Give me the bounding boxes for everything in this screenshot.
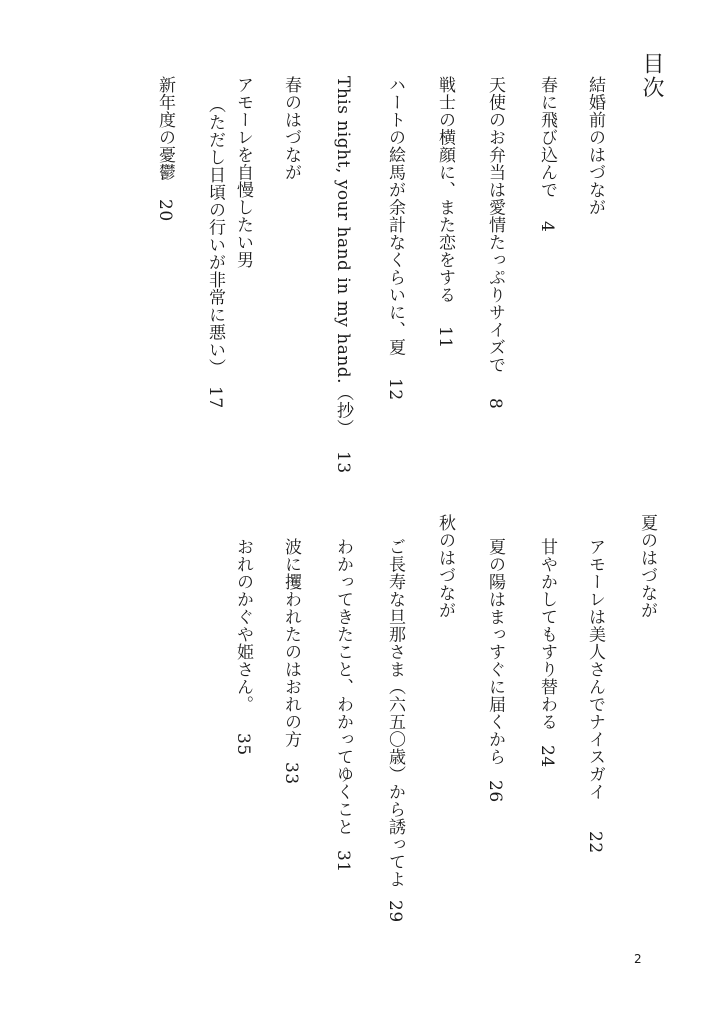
entry-title: This night, your hand in my hand.（抄）: [333, 76, 353, 437]
section-heading-summer: [638, 514, 655, 619]
toc-entry[interactable]: [538, 538, 555, 767]
toc-entry[interactable]: [334, 538, 351, 872]
entry-page-number: 35: [233, 733, 253, 756]
entry-page-number: 33: [281, 762, 301, 785]
entry-subtitle: （ただし日頃の行いが非常に悪い）: [205, 96, 225, 376]
entry-title: おれのかぐや姫さん。: [233, 538, 253, 713]
entry-title: 波に攫われたのはおれの方: [281, 538, 301, 748]
toc-entry[interactable]: [486, 538, 503, 802]
toc-entry[interactable]: [538, 76, 555, 232]
section-heading-autumn: [436, 514, 453, 619]
entry-title: 夏の陽はまっすぐに届くから: [485, 538, 505, 766]
toc-entry[interactable]: [156, 76, 173, 222]
entry-page-number: 22: [585, 830, 605, 854]
entry-page-number: 31: [333, 849, 353, 873]
page-number: 2: [634, 952, 642, 966]
toc-entry[interactable]: [386, 538, 403, 923]
section-heading-before-marriage: [586, 76, 603, 216]
entry-title: 夏のはづなが: [637, 514, 657, 619]
entry-title: 春に飛び込んで: [537, 76, 557, 199]
toc-entry[interactable]: [234, 76, 251, 269]
entry-title: アモーレを自慢したい男: [233, 76, 253, 269]
toc-entry[interactable]: [234, 538, 251, 756]
entry-title: 天使のお弁当は愛情たっぷりサイズで: [485, 76, 505, 374]
toc-entry[interactable]: [334, 76, 351, 473]
entry-page-number: 29: [385, 900, 405, 923]
entry-page-number: 20: [155, 199, 175, 222]
entry-title: 甘やかしてもすり替わる: [537, 538, 557, 731]
page-title: 目次: [639, 52, 664, 100]
entry-page-number: 13: [333, 450, 353, 474]
entry-page-number: 11: [435, 325, 455, 349]
toc-entry[interactable]: [282, 538, 299, 785]
entry-page-number: 12: [385, 378, 405, 401]
entry-title: アモーレは美人さんでナイスガイ: [585, 538, 605, 801]
entry-page-number: 24: [537, 744, 557, 768]
toc-entry-subtitle[interactable]: [206, 96, 223, 409]
toc-entry[interactable]: [486, 76, 503, 409]
entry-page-number: 8: [485, 397, 505, 409]
toc-entry[interactable]: [436, 76, 453, 348]
entry-title: ハートの絵馬が余計なくらいに、夏: [385, 76, 405, 356]
toc-entry[interactable]: [386, 76, 403, 401]
entry-title: 春のはづなが: [281, 76, 301, 181]
entry-page-number: 26: [485, 779, 505, 803]
entry-title: 結婚前のはづなが: [585, 76, 605, 216]
section-heading-spring: [282, 76, 299, 181]
entry-title: 新年度の憂鬱: [155, 76, 175, 181]
entry-page-number: 17: [205, 386, 225, 409]
toc-entry[interactable]: [586, 538, 603, 853]
entry-title: ご長寿な旦那さま（六五〇歳）から誘ってよ: [385, 538, 405, 888]
entry-title: 戦士の横顔に、また恋をする: [435, 76, 455, 304]
entry-page-number: 4: [537, 220, 557, 232]
entry-title: わかってきたこと、わかってゆくこと: [333, 538, 353, 836]
entry-title: 秋のはづなが: [435, 514, 455, 619]
